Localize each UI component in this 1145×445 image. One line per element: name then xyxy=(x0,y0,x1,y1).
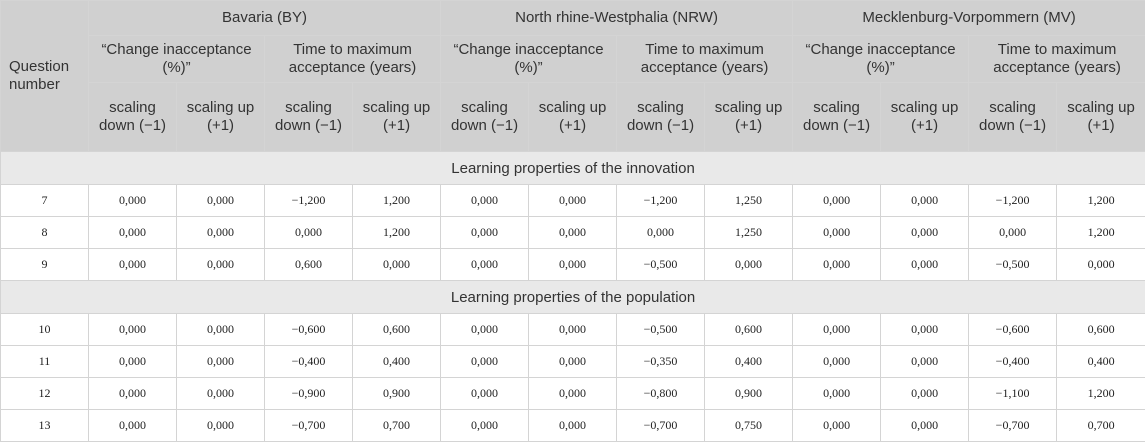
question-number-header: Question number xyxy=(1,1,89,152)
value-cell: 0,000 xyxy=(441,346,529,378)
value-cell: 1,200 xyxy=(1057,378,1145,410)
value-cell: 0,900 xyxy=(705,378,793,410)
value-cell: 0,000 xyxy=(441,314,529,346)
value-cell: 0,000 xyxy=(177,378,265,410)
value-cell: 0,000 xyxy=(177,249,265,281)
metric-header: “Change inacceptance (%)” xyxy=(89,36,265,83)
scaling-header: scaling down (−1) xyxy=(441,83,529,152)
value-cell: 0,000 xyxy=(353,249,441,281)
question-number-cell: 10 xyxy=(1,314,89,346)
table-row xyxy=(1,410,1145,442)
value-cell: 0,000 xyxy=(881,378,969,410)
table-row xyxy=(1,217,1145,249)
value-cell: −0,700 xyxy=(969,410,1057,442)
value-cell: 0,000 xyxy=(881,249,969,281)
metric-header: Time to maximum acceptance (years) xyxy=(265,36,441,83)
table-row xyxy=(1,249,1145,281)
value-cell: 0,000 xyxy=(529,314,617,346)
scaling-header: scaling down (−1) xyxy=(89,83,177,152)
value-cell: 1,200 xyxy=(1057,217,1145,249)
value-cell: 0,000 xyxy=(529,378,617,410)
table-row xyxy=(1,346,1145,378)
section-row xyxy=(1,281,1145,314)
value-cell: 0,000 xyxy=(177,410,265,442)
value-cell: 0,000 xyxy=(705,249,793,281)
value-cell: 0,000 xyxy=(881,185,969,217)
table-row xyxy=(1,314,1145,346)
scaling-header: scaling up (+1) xyxy=(529,83,617,152)
scaling-header: scaling up (+1) xyxy=(881,83,969,152)
value-cell: −0,400 xyxy=(265,346,353,378)
value-cell: 0,600 xyxy=(265,249,353,281)
value-cell: 0,000 xyxy=(89,185,177,217)
value-cell: 0,000 xyxy=(529,346,617,378)
value-cell: 0,400 xyxy=(353,346,441,378)
value-cell: 0,000 xyxy=(969,217,1057,249)
value-cell: 0,700 xyxy=(353,410,441,442)
metric-header: Time to maximum acceptance (years) xyxy=(617,36,793,83)
question-number-cell: 13 xyxy=(1,410,89,442)
value-cell: 0,000 xyxy=(177,185,265,217)
value-cell: 1,200 xyxy=(1057,185,1145,217)
question-number-cell: 7 xyxy=(1,185,89,217)
value-cell: 0,000 xyxy=(177,314,265,346)
metric-header: “Change inacceptance (%)” xyxy=(793,36,969,83)
table-body xyxy=(1,152,1145,442)
value-cell: −1,100 xyxy=(969,378,1057,410)
value-cell: 0,000 xyxy=(881,346,969,378)
region-header: North rhine-Westphalia (NRW) xyxy=(441,1,793,36)
table-row xyxy=(1,185,1145,217)
scaling-header: scaling up (+1) xyxy=(353,83,441,152)
section-title: Learning properties of the innovation xyxy=(1,152,1145,185)
value-cell: 0,000 xyxy=(265,217,353,249)
value-cell: 0,600 xyxy=(1057,314,1145,346)
value-cell: −0,500 xyxy=(617,314,705,346)
section-title: Learning properties of the population xyxy=(1,281,1145,314)
value-cell: 0,000 xyxy=(441,217,529,249)
value-cell: 0,000 xyxy=(177,346,265,378)
metric-header: “Change inacceptance (%)” xyxy=(441,36,617,83)
value-cell: 0,000 xyxy=(793,217,881,249)
value-cell: 0,000 xyxy=(881,410,969,442)
value-cell: 0,000 xyxy=(89,217,177,249)
value-cell: 0,000 xyxy=(529,249,617,281)
value-cell: −0,700 xyxy=(265,410,353,442)
value-cell: 0,000 xyxy=(89,314,177,346)
value-cell: −1,200 xyxy=(969,185,1057,217)
value-cell: 0,750 xyxy=(705,410,793,442)
section-row xyxy=(1,152,1145,185)
value-cell: 0,900 xyxy=(353,378,441,410)
value-cell: 0,000 xyxy=(441,185,529,217)
region-header: Mecklenburg-Vorpommern (MV) xyxy=(793,1,1145,36)
value-cell: −0,600 xyxy=(969,314,1057,346)
value-cell: −0,700 xyxy=(617,410,705,442)
value-cell: 0,000 xyxy=(793,185,881,217)
value-cell: 0,700 xyxy=(1057,410,1145,442)
metric-header: Time to maximum acceptance (years) xyxy=(969,36,1145,83)
value-cell: −0,500 xyxy=(969,249,1057,281)
question-number-cell: 9 xyxy=(1,249,89,281)
value-cell: 0,000 xyxy=(881,314,969,346)
value-cell: 0,000 xyxy=(793,378,881,410)
value-cell: −0,800 xyxy=(617,378,705,410)
value-cell: −0,350 xyxy=(617,346,705,378)
value-cell: 0,000 xyxy=(529,410,617,442)
table-row xyxy=(1,378,1145,410)
value-cell: 0,000 xyxy=(793,410,881,442)
question-number-cell: 11 xyxy=(1,346,89,378)
value-cell: 0,000 xyxy=(441,249,529,281)
scaling-header: scaling down (−1) xyxy=(617,83,705,152)
value-cell: −1,200 xyxy=(265,185,353,217)
value-cell: 0,000 xyxy=(617,217,705,249)
value-cell: 0,000 xyxy=(441,410,529,442)
value-cell: 0,600 xyxy=(353,314,441,346)
value-cell: 0,400 xyxy=(1057,346,1145,378)
value-cell: 0,000 xyxy=(89,249,177,281)
value-cell: −1,200 xyxy=(617,185,705,217)
value-cell: 0,000 xyxy=(441,378,529,410)
value-cell: 0,600 xyxy=(705,314,793,346)
value-cell: −0,400 xyxy=(969,346,1057,378)
value-cell: 1,250 xyxy=(705,185,793,217)
question-number-cell: 12 xyxy=(1,378,89,410)
scaling-header: scaling down (−1) xyxy=(793,83,881,152)
value-cell: 0,400 xyxy=(705,346,793,378)
value-cell: −0,500 xyxy=(617,249,705,281)
value-cell: 0,000 xyxy=(1057,249,1145,281)
value-cell: −0,900 xyxy=(265,378,353,410)
value-cell: 0,000 xyxy=(793,346,881,378)
region-header: Bavaria (BY) xyxy=(89,1,441,36)
value-cell: 0,000 xyxy=(89,410,177,442)
value-cell: 0,000 xyxy=(89,378,177,410)
scaling-header: scaling down (−1) xyxy=(969,83,1057,152)
value-cell: 1,200 xyxy=(353,217,441,249)
scaling-header: scaling up (+1) xyxy=(705,83,793,152)
value-cell: 1,200 xyxy=(353,185,441,217)
value-cell: 0,000 xyxy=(529,217,617,249)
scaling-header: scaling up (+1) xyxy=(177,83,265,152)
value-cell: 0,000 xyxy=(881,217,969,249)
scaling-header: scaling down (−1) xyxy=(265,83,353,152)
value-cell: 0,000 xyxy=(177,217,265,249)
scaling-header: scaling up (+1) xyxy=(1057,83,1145,152)
table-header xyxy=(1,1,1145,152)
value-cell: 0,000 xyxy=(793,249,881,281)
value-cell: −0,600 xyxy=(265,314,353,346)
value-cell: 1,250 xyxy=(705,217,793,249)
question-number-cell: 8 xyxy=(1,217,89,249)
value-cell: 0,000 xyxy=(793,314,881,346)
value-cell: 0,000 xyxy=(89,346,177,378)
value-cell: 0,000 xyxy=(529,185,617,217)
